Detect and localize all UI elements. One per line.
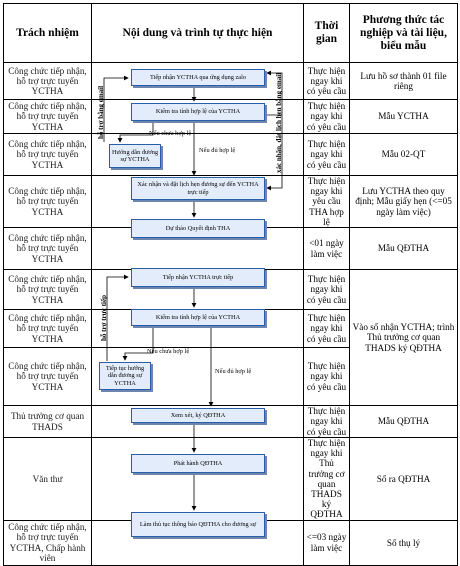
- header-time: Thời gian: [304, 4, 350, 63]
- note-valid: Nếu đủ hợp lệ: [199, 147, 236, 154]
- flow-box-check-validity-2: Kiểm tra tính hợp lệ của YCTHA: [131, 309, 265, 326]
- flow-box-review-sign: Xem xét, ký QĐTHA: [131, 408, 265, 423]
- row-form: Mẫu QĐTHA: [350, 228, 458, 270]
- row-time: Thực hiện ngay khi có yêu cầu: [304, 270, 350, 310]
- row-responsibility: Công chức tiếp nhận, hỗ trợ trực tuyến YCTHA: [4, 270, 92, 310]
- row-responsibility: Công chức tiếp nhận, hỗ trợ trực tuyến YCTHA: [4, 134, 92, 176]
- row-time: <01 ngày làm việc: [304, 228, 350, 270]
- row-time: <=03 ngày làm việc: [304, 520, 350, 565]
- flow-box-receive-zalo: Tiếp nhận YCTHA qua ứng dụng zalo: [131, 69, 265, 86]
- flow-box-guide-party: Hướng dẫn đương sự YCTHA: [109, 144, 161, 168]
- row-form: Vào sổ nhận YCTHA; trình Thủ trưởng cơ quan THADS ký QĐTHA: [350, 270, 458, 406]
- flow-box-continue-guide: Tiếp tục hướng dẫn đương sự YCTHA: [99, 362, 151, 390]
- row-responsibility: Văn thư: [4, 438, 92, 521]
- flow-box-confirm-schedule: Xác nhận và đặt lịch hẹn đương sự đến YCTHA trực tiếp: [131, 177, 265, 200]
- row-responsibility: Công chức tiếp nhận, hỗ trợ trực tuyến YCTHA, Chấp hành viên: [4, 520, 92, 565]
- flow-box-notify-party: Làm thủ tục thông báo QĐTHA cho đương sự: [131, 512, 265, 537]
- row-time: Thực hiện ngay khi có yêu cầu: [304, 348, 350, 406]
- row-responsibility: Công chức tiếp nhận, hỗ trợ trực tuyến YCTHA: [4, 228, 92, 270]
- row-responsibility: Công chức tiếp nhận, hỗ trợ trực tuyến YCTHA: [4, 176, 92, 228]
- note-valid: Nếu đủ hợp lệ: [215, 368, 252, 375]
- row-time: Thực hiện ngay khi Thủ trưởng cơ quan THADS ký QĐTHA: [304, 438, 350, 521]
- side-label-direct-support: hỗ trợ trực tiếp: [100, 295, 108, 341]
- flow-box-check-validity: Kiểm tra tính hợp lệ của YCTHA: [131, 103, 265, 121]
- row-form: Lưu YCTHA theo quy định; Mẫu giấy hẹn (<=05 ngày làm việc): [350, 176, 458, 228]
- row-time: Thực hiện ngay khi có yêu cầu: [304, 310, 350, 348]
- row-form: Mẫu 02-QT: [350, 134, 458, 176]
- row-form: Sổ thụ lý: [350, 520, 458, 565]
- row-form: Mẫu QĐTHA: [350, 406, 458, 438]
- flow-box-receive-direct: Tiếp nhận YCTHA trực tiếp: [131, 268, 265, 287]
- flow-box-draft-decision: Dự thảo Quyết định THA: [131, 219, 265, 238]
- row-responsibility: Công chức tiếp nhận, hỗ trợ trực tuyến YCTHA: [4, 310, 92, 348]
- row-time: Thực hiện ngay khi có yêu cầu: [304, 63, 350, 100]
- row-responsibility: Thủ trưởng cơ quan THADS: [4, 406, 92, 438]
- row-form: Mẫu YCTHA: [350, 100, 458, 134]
- row-time: Thực hiện ngay khi có yêu cầu: [304, 134, 350, 176]
- note-invalid: Nếu chưa hợp lệ: [149, 130, 192, 137]
- row-form: Sổ ra QĐTHA: [350, 438, 458, 521]
- row-responsibility: Công chức tiếp nhận, hỗ trợ trực tuyến YCTHA: [4, 100, 92, 134]
- row-time: Thực hiện ngay khi yêu cầu THA hợp lệ: [304, 176, 350, 228]
- row-responsibility: Công chức tiếp nhận, hỗ trợ trực tuyến YCTHA: [4, 63, 92, 100]
- flow-box-issue-decision: Phát hành QĐTHA: [131, 454, 265, 473]
- row-form: Lưu hồ sơ thành 01 file riêng: [350, 63, 458, 100]
- row-responsibility: Công chức tiếp nhận, hỗ trợ trực tuyến YCTHA: [4, 348, 92, 406]
- header-content: Nội dung và trình tự thực hiện: [92, 4, 304, 63]
- row-time: Thực hiện ngay khi có yêu cầu: [304, 100, 350, 134]
- side-label-email-confirm: xác nhận, đặt lịch hẹn bằng email: [275, 72, 283, 173]
- header-responsibility: Trách nhiệm: [4, 4, 92, 63]
- row-time: Thực hiện ngay khi có yêu cầu: [304, 406, 350, 438]
- procedure-frame: [3, 3, 457, 563]
- side-label-email-support: hỗ trợ bằng email: [97, 85, 105, 139]
- note-invalid: Nếu chưa hợp lệ: [147, 348, 190, 355]
- header-method: Phương thức tác nghiệp và tài liệu, biểu mẫu: [350, 4, 458, 63]
